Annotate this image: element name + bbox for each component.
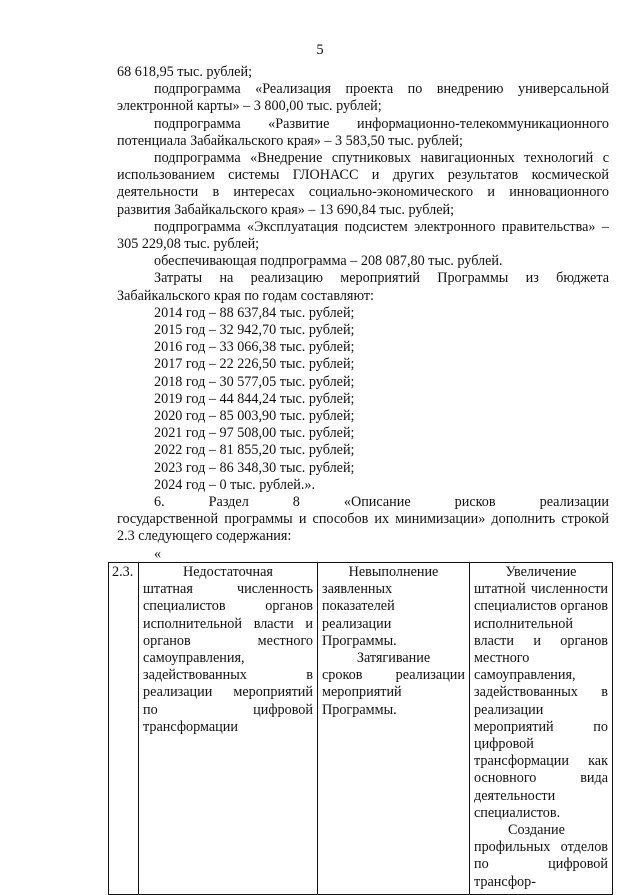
section-6-heading-line (117, 494, 609, 511)
risk-description-cell (139, 563, 318, 895)
year-item: 2017 год – 22 226,50 тыс. рублей; (154, 356, 355, 373)
section-6-word: реализации (539, 494, 609, 511)
risk-text: штатная численность специалистов органов исполнительной власти и органов местного самоуправления, задействованных в реализации мероприятий по цифровой трансформации (143, 581, 313, 735)
table-row (109, 563, 613, 895)
paragraph-subprogram-glonass: подпрограмма «Внедрение спутниковых навигационных технологий с использованием системы ГЛОНАСС и других результатов космической деятельности в интересах социально-экономического и инновационного развития Забайкальского края» – 13 690,84 тыс. рублей; (117, 150, 609, 218)
year-item: 2016 год – 33 066,38 тыс. рублей; (154, 339, 355, 356)
section-6-number: 6. (154, 494, 165, 511)
year-item: 2018 год – 30 577,05 тыс. рублей; (154, 373, 355, 390)
paragraph-costs-intro: Затраты на реализацию мероприятий Программы из бюджета Забайкальского края по годам составляют: (117, 270, 609, 304)
page-number: 5 (316, 42, 324, 58)
year-item: 2020 год – 85 003,90 тыс. рублей; (154, 408, 355, 425)
year-item: 2015 год – 32 942,70 тыс. рублей; (154, 322, 355, 339)
costs-by-year-list (117, 305, 609, 494)
consequence-text: заявленных показателей реализации Программы. (322, 581, 397, 649)
mitigation-text-2: Создание профильных отделов по цифровой трансфор- (474, 822, 608, 890)
risk-title: Недостаточная (183, 564, 273, 580)
section-6-word: рисков (454, 494, 496, 511)
section-6-word: Раздел (208, 494, 249, 511)
year-item: 2014 год – 88 637,84 тыс. рублей; (154, 304, 355, 321)
paragraph-continuation: 68 618,95 тыс. рублей; (117, 64, 253, 80)
section-6-text: государственной программы и способов их минимизации» дополнить строкой 2.3 следующего содержания: (117, 511, 609, 545)
mitigation-title: Увеличение (505, 564, 577, 580)
consequence-title-2: Затягивание (356, 650, 431, 667)
opening-quote: « (154, 545, 162, 562)
paragraph-subprogram-universal-card: подпрограмма «Реализация проекта по внедрению универсальной электронной карты» – 3 800,00 тыс. рублей; (117, 81, 609, 115)
section-6-word: «Описание (343, 494, 411, 511)
year-item: 2019 год – 44 844,24 тыс. рублей; (154, 390, 355, 407)
document-body (117, 64, 609, 563)
risk-consequences-cell (318, 563, 470, 895)
paragraph-subprogram-telecom: подпрограмма «Развитие информационно-телекоммуникационного потенциала Забайкальского края» – 3 583,50 тыс. рублей; (117, 115, 609, 149)
year-item: 2022 год – 81 855,20 тыс. рублей; (154, 442, 355, 459)
row-number-cell: 2.3. (109, 563, 139, 895)
risk-mitigation-cell (470, 563, 613, 895)
paragraph-subprogram-e-government: подпрограмма «Эксплуатация подсистем электронного правительства» – 305 229,08 тыс. рублей; (117, 218, 609, 253)
mitigation-text: штатной численности специалистов органов исполнительной власти и органов местного самоуправления, задействованных в реализации мероприятий по цифровой трансформации как основного вида деятельности специалистов. (474, 581, 608, 821)
consequence-title: Невыполнение (348, 564, 439, 580)
paragraph-support-subprogram: обеспечивающая подпрограмма – 208 087,80 тыс. рублей. (154, 253, 503, 270)
section-6-word: 8 (292, 494, 300, 511)
year-item: 2021 год – 97 508,00 тыс. рублей; (154, 425, 355, 442)
year-item: 2023 год – 86 348,30 тыс. рублей; (154, 459, 355, 476)
risk-table (108, 562, 613, 895)
consequence-text-2: сроков реализации мероприятий Программы. (322, 667, 465, 718)
year-item: 2024 год – 0 тыс. рублей.». (154, 476, 316, 493)
